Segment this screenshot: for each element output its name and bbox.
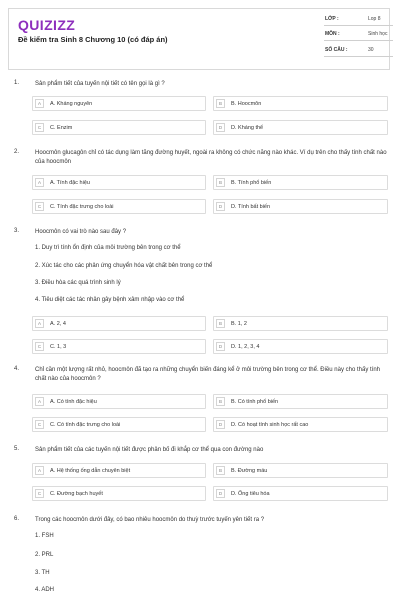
- option-letter: D: [216, 202, 225, 211]
- option-letter: D: [216, 342, 225, 351]
- question-count-value: 30: [368, 47, 374, 53]
- question-number: 5.: [14, 446, 20, 452]
- option-text: C. 1, 3: [50, 343, 67, 350]
- option-text: A. Có tính đặc hiệu: [50, 398, 97, 405]
- option-text: C. Có tính đặc trưng cho loài: [50, 421, 121, 428]
- option-letter: B: [216, 397, 225, 406]
- option-letter: D: [216, 489, 225, 498]
- option-c[interactable]: [32, 339, 206, 354]
- option-letter: D: [216, 123, 225, 132]
- meta-divider: [324, 40, 393, 41]
- option-letter: C: [35, 420, 44, 429]
- statement-1: 1. Duy trì tính ổn định của môi trường bên trong cơ thể: [35, 245, 181, 251]
- option-a[interactable]: [32, 463, 206, 478]
- option-text: D. Kháng thể: [231, 124, 264, 131]
- statement-3: 3. Điều hòa các quá trình sinh lý: [35, 280, 121, 286]
- option-text: A. Kháng nguyên: [50, 100, 93, 107]
- option-text: D. Ống tiêu hóa: [231, 490, 270, 497]
- option-text: D. 1, 2, 3, 4: [231, 343, 260, 350]
- statement-4: 4. ADH: [35, 587, 55, 593]
- question-text: Hoocmôn có vai trò nào sau đây ?: [35, 229, 127, 235]
- option-letter: A: [35, 178, 44, 187]
- worksheet-header: [8, 8, 390, 70]
- quizizz-logo: QUIZIZZ: [18, 17, 76, 33]
- meta-divider: [324, 56, 393, 57]
- option-c[interactable]: [32, 199, 206, 214]
- option-letter: C: [35, 123, 44, 132]
- question-number: 4.: [14, 366, 20, 372]
- option-letter: B: [216, 99, 225, 108]
- subject-label: MÔN :: [325, 31, 340, 37]
- option-letter: A: [35, 319, 44, 328]
- option-letter: B: [216, 466, 225, 475]
- option-text: C. Enzim: [50, 124, 73, 131]
- option-text: B. Có tính phổ biến: [231, 398, 279, 405]
- option-a[interactable]: [32, 394, 206, 409]
- option-text: A. Hệ thống ống dẫn chuyên biệt: [50, 467, 131, 474]
- question-text: Hoocmôn glucagôn chỉ có tác dụng làm tăng đường huyết, ngoài ra không có chức năng nào khác. Ví dụ trên cho thấy tính chất nào của hoocmôn: [35, 150, 387, 165]
- option-d[interactable]: [213, 486, 388, 501]
- question-number: 2.: [14, 149, 20, 155]
- question-text: Trong các hoocmôn dưới đây, có bao nhiêu hoocmôn do thuỳ trước tuyến yên tiết ra ?: [35, 517, 265, 523]
- option-letter: A: [35, 466, 44, 475]
- option-letter: C: [35, 489, 44, 498]
- statement-2: 2. PRL: [35, 552, 54, 558]
- option-a[interactable]: [32, 316, 206, 331]
- option-d[interactable]: [213, 199, 388, 214]
- option-text: B. Đường máu: [231, 467, 268, 474]
- question-number: 3.: [14, 228, 20, 234]
- option-c[interactable]: [32, 417, 206, 432]
- question-text: Chỉ cần một lượng rất nhỏ, hoocmôn đã tạo ra những chuyển biến đáng kể ở môi trường bên trong cơ thể. Điều này cho thấy tính chất nào của hoocmôn ?: [35, 367, 380, 382]
- statement-2: 2. Xúc tác cho các phản ứng chuyển hóa vật chất bên trong cơ thể: [35, 263, 213, 269]
- option-letter: A: [35, 397, 44, 406]
- option-a[interactable]: [32, 175, 206, 190]
- option-d[interactable]: [213, 417, 388, 432]
- option-text: B. 1, 2: [231, 320, 247, 327]
- statement-3: 3. TH: [35, 570, 50, 576]
- option-letter: D: [216, 420, 225, 429]
- option-d[interactable]: [213, 120, 388, 135]
- option-letter: A: [35, 99, 44, 108]
- question-text: Sản phẩm tiết của tuyến nội tiết có tên gọi là gì ?: [35, 81, 165, 87]
- statement-4: 4. Tiêu diệt các tác nhân gây bệnh xâm nhập vào cơ thể: [35, 297, 185, 303]
- subject-value: Sinh học: [368, 31, 388, 37]
- option-b[interactable]: [213, 463, 388, 478]
- statement-1: 1. FSH: [35, 533, 54, 539]
- option-text: A. 2, 4: [50, 320, 66, 327]
- class-value: Lop 8: [368, 16, 381, 22]
- option-text: B. Tính phổ biến: [231, 179, 272, 186]
- option-b[interactable]: [213, 96, 388, 111]
- option-letter: C: [35, 342, 44, 351]
- document-title: Đề kiểm tra Sinh 8 Chương 10 (có đáp án): [18, 35, 168, 44]
- question-number: 1.: [14, 80, 20, 86]
- option-text: B. Hoocmôn: [231, 100, 262, 107]
- meta-divider: [324, 25, 393, 26]
- option-text: D. Tính bất biến: [231, 203, 271, 210]
- question-number: 6.: [14, 516, 20, 522]
- option-a[interactable]: [32, 96, 206, 111]
- option-b[interactable]: [213, 175, 388, 190]
- question-count-label: SỐ CÂU :: [325, 47, 348, 53]
- option-c[interactable]: [32, 486, 206, 501]
- option-text: C. Tính đặc trưng cho loài: [50, 203, 114, 210]
- option-c[interactable]: [32, 120, 206, 135]
- option-text: A. Tính đặc hiệu: [50, 179, 90, 186]
- option-d[interactable]: [213, 339, 388, 354]
- option-b[interactable]: [213, 316, 388, 331]
- option-b[interactable]: [213, 394, 388, 409]
- option-letter: C: [35, 202, 44, 211]
- class-label: LỚP :: [325, 16, 339, 22]
- option-letter: B: [216, 319, 225, 328]
- option-letter: B: [216, 178, 225, 187]
- option-text: C. Đường bạch huyết: [50, 490, 103, 497]
- option-text: D. Có hoạt tính sinh học rất cao: [231, 421, 309, 428]
- question-text: Sản phẩm tiết của các tuyến nội tiết được phân bố đi khắp cơ thể qua con đường nào: [35, 447, 264, 453]
